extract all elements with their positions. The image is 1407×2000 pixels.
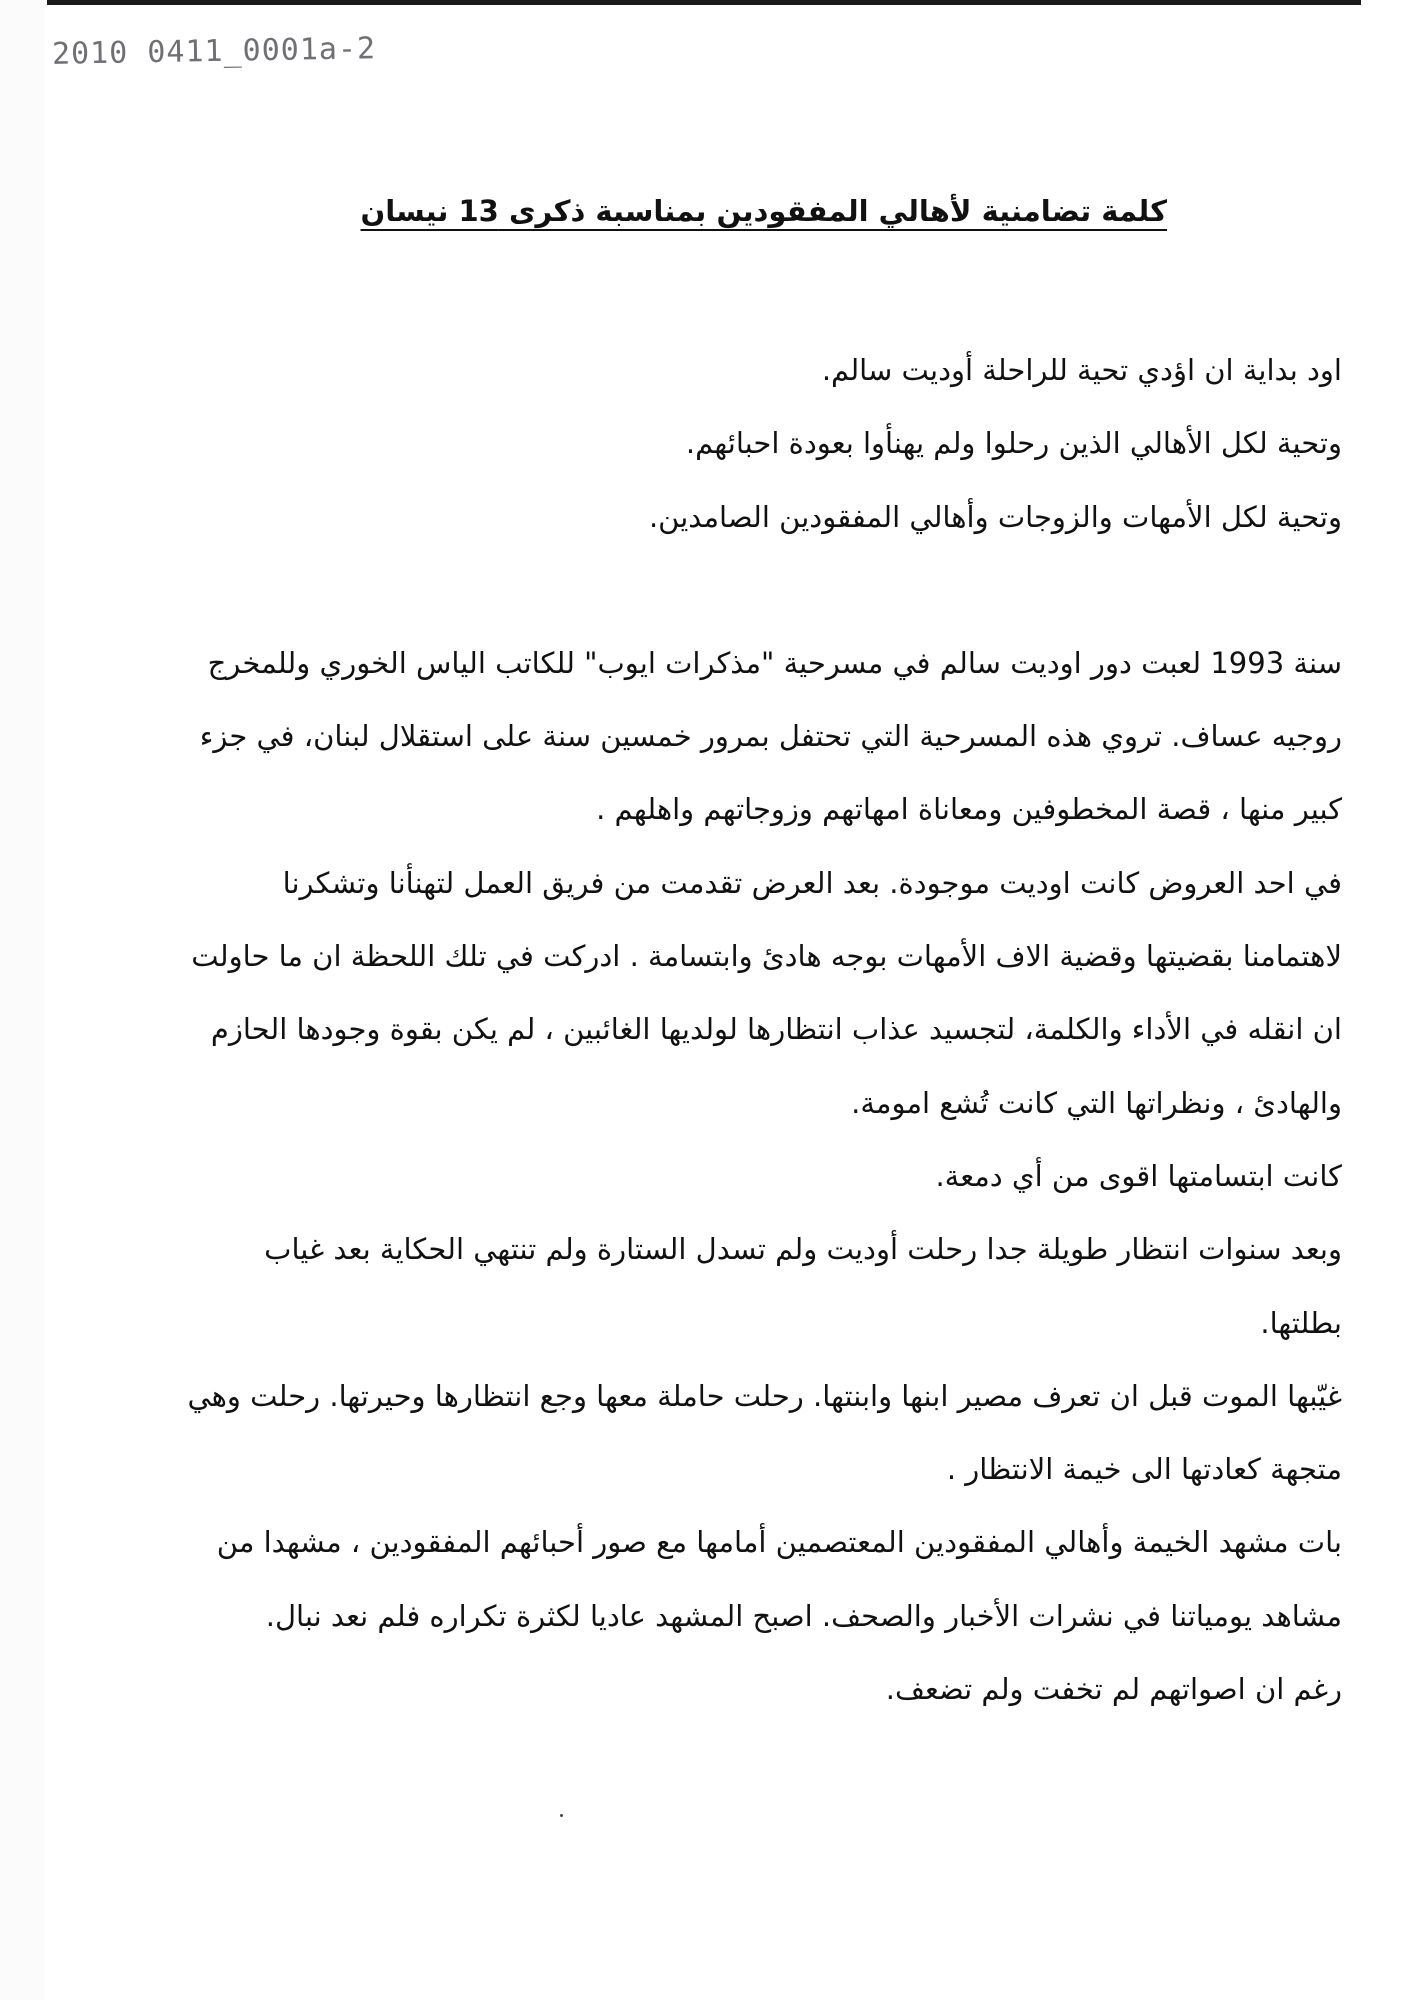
document-title: كلمة تضامنية لأهالي المفقودين بمناسبة ذكرى 13 نيسان: [360, 194, 1167, 228]
paragraph-tribute-mothers: وتحية لكل الأمهات والزوجات وأهالي المفقودين الصامدين.: [648, 499, 1342, 534]
paragraph-greeting: اود بداية ان اؤدي تحية للراحلة أوديت سالم.: [821, 353, 1342, 387]
paragraph-smile: كانت ابتسامتها اقوى من أي دمعة.: [935, 1158, 1342, 1193]
scan-margin: [0, 0, 44, 2000]
paragraph-tribute-families: وتحية لكل الأهالي الذين رحلوا ولم يهنأوا بعودة احبائهم.: [685, 426, 1342, 461]
handwritten-scan-code: 2010 0411_0001a-2: [51, 31, 377, 72]
paragraph-voices: رغم ان اصواتهم لم تخفت ولم تضعف.: [885, 1672, 1342, 1707]
paragraph-performance: في احد العروض كانت اوديت موجودة. بعد العرض تقدمت من فريق العمل لتهنأنا وتشكرنا لاهتمامنا بقضيتها وقضية الاف الأمهات بوجه هادئ وابتسامة . ادركت في تلك اللحظة ان ما حاولت ان انقله في الأداء والكلمة، لتجسيد عذاب انتظارها لولديها الغائبين ، لم يكن بقوة وجودها الحازم والهادئ ، ونظراتها التي كانت تُشع امومة.: [191, 865, 1342, 1120]
page-top-border: [47, 0, 1361, 5]
paragraph-death: غيّبها الموت قبل ان تعرف مصير ابنها وابنتها. رحلت حاملة معها وجع انتظارها وحيرتها. رحلت وهي متجهة كعادتها الى خيمة الانتظار .: [187, 1378, 1342, 1487]
document-body: [187, 334, 1342, 1726]
paragraph-play-1993: سنة 1993 لعبت دور اوديت سالم في مسرحية "مذكرات ايوب" للكاتب الياس الخوري وللمخرج روجيه عساف. تروي هذه المسرحية التي تحتفل بمرور خمسين سنة على استقلال لبنان، في جزء كبير منها ، قصة المخطوفين ومعاناة امهاتهم وزوجاتهم واهلهم .: [199, 645, 1342, 827]
paragraph-tent-scene: بات مشهد الخيمة وأهالي المفقودين المعتصمين أمامها مع صور أحبائهم المفقودين ، مشهدا من مشاهد يومياتنا في نشرات الأخبار والصحف. اصبح المشهد عاديا لكثرة تكراره فلم نعد نبال.: [216, 1525, 1342, 1633]
paragraph-years-waiting: وبعد سنوات انتظار طويلة جدا رحلت أوديت ولم تسدل الستارة ولم تنتهي الحكاية بعد غياب بطلتها.: [264, 1232, 1342, 1340]
scan-speck: [560, 1814, 563, 1817]
